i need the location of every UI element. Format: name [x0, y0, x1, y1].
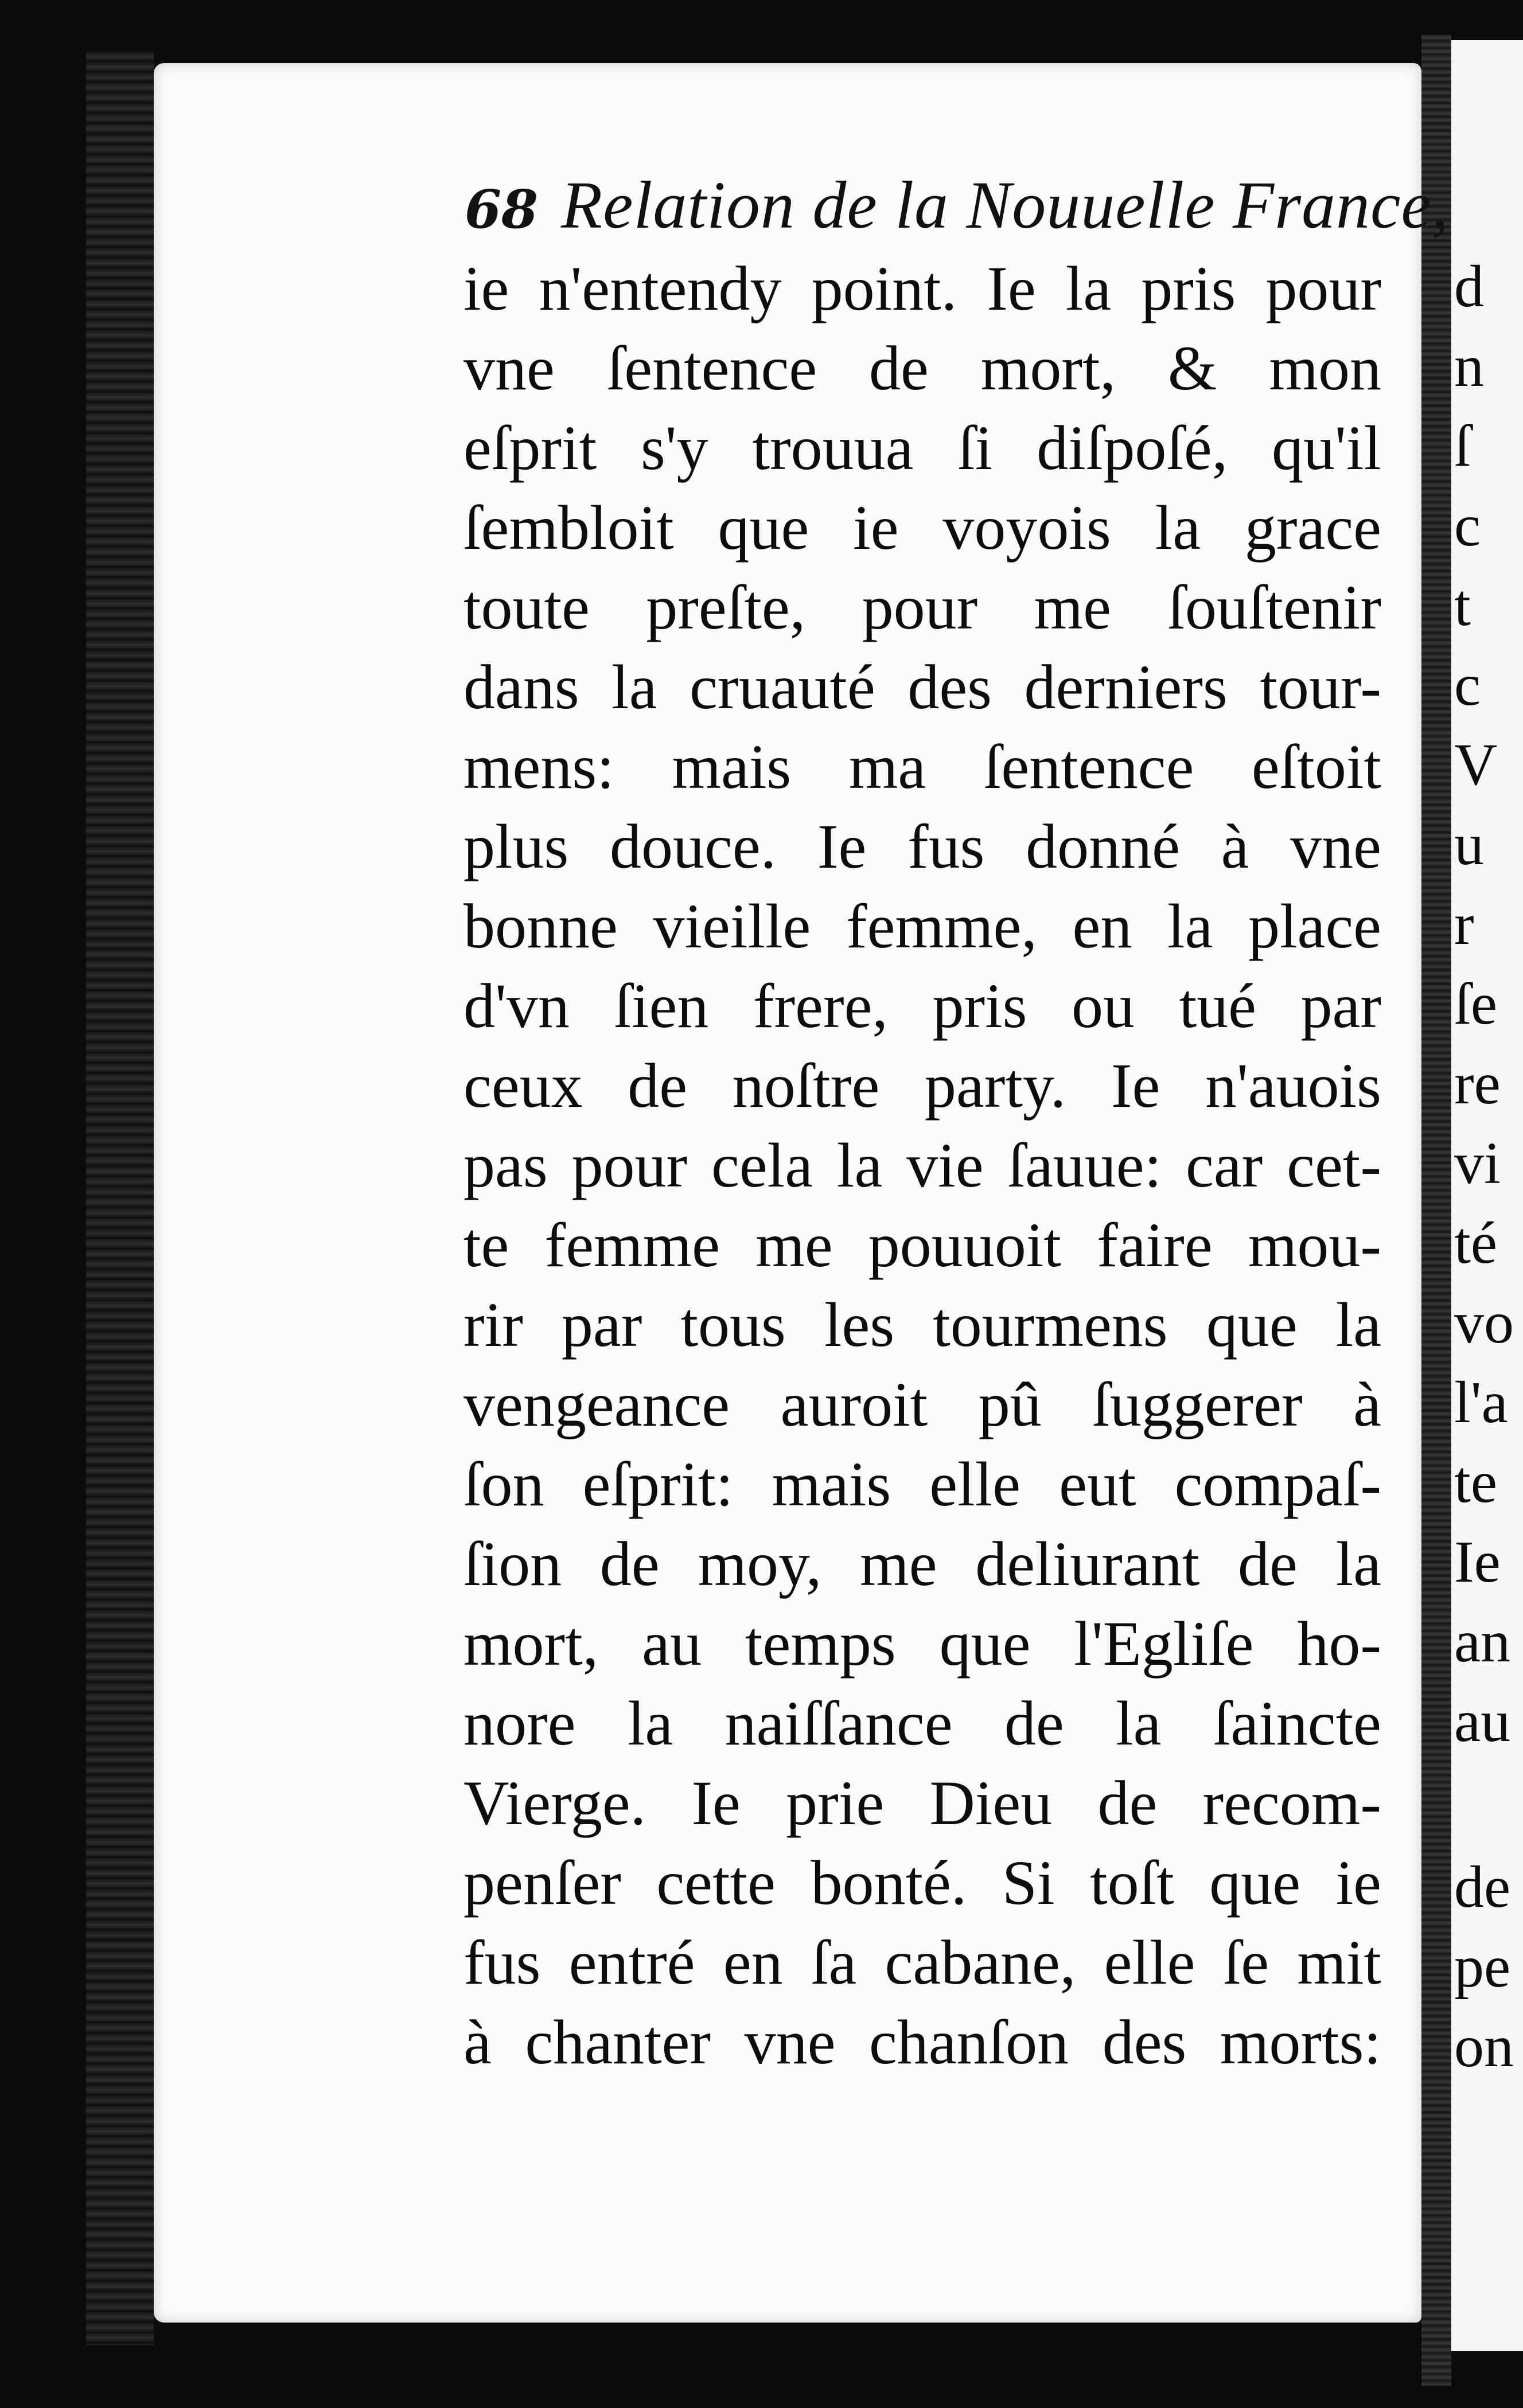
- text-line: nore la naiſſance de la ſaincte: [463, 1688, 1381, 1758]
- text-line: penſer cette bonté. Si toſt que ie: [463, 1848, 1381, 1918]
- adjacent-line: V: [1454, 732, 1498, 798]
- page-header: [465, 166, 1449, 252]
- text-line: à chanter vne chanſon des morts:: [463, 2007, 1381, 2077]
- adjacent-line: re: [1454, 1051, 1501, 1117]
- adjacent-line: t: [1454, 572, 1471, 638]
- left-page-edge: [86, 52, 154, 2345]
- adjacent-line: [1454, 1761, 1514, 1847]
- text-line: dans la cruauté des derniers tour-: [463, 652, 1381, 722]
- adjacent-page-text: [1454, 247, 1514, 2086]
- running-title: Relation de la Nouuelle France,: [561, 167, 1450, 243]
- text-line: ſembloit que ie voyois la grace: [463, 493, 1381, 563]
- text-line: ſion de moy, me deliurant de la: [463, 1529, 1381, 1599]
- adjacent-line: te: [1454, 1449, 1498, 1515]
- adjacent-line: an: [1454, 1609, 1511, 1675]
- adjacent-line: ſ: [1454, 413, 1471, 479]
- text-line: vengeance auroit pû ſuggerer à: [463, 1369, 1381, 1439]
- book-gutter: [1421, 34, 1451, 2386]
- adjacent-line: au: [1454, 1688, 1511, 1754]
- text-line: Vierge. Ie prie Dieu de recom-: [463, 1768, 1381, 1838]
- adjacent-line: c: [1454, 493, 1481, 559]
- text-line: vne ſentence de mort, & mon: [463, 333, 1381, 403]
- text-line: plus douce. Ie fus donné à vne: [463, 811, 1381, 881]
- adjacent-line: ſe: [1454, 971, 1498, 1037]
- text-line: bonne vieille femme, en la place: [463, 891, 1381, 961]
- adjacent-line: pe: [1454, 1934, 1511, 2000]
- text-line: fus entré en ſa cabane, elle ſe mit: [463, 1927, 1381, 1997]
- adjacent-line: c: [1454, 652, 1481, 718]
- adjacent-line: n: [1454, 333, 1484, 399]
- adjacent-line: Ie: [1454, 1529, 1501, 1595]
- page-number: 68: [465, 178, 539, 240]
- adjacent-line: r: [1454, 891, 1474, 957]
- body-text: [463, 249, 1381, 2082]
- adjacent-line: l'a: [1454, 1369, 1508, 1435]
- adjacent-line: on: [1454, 2013, 1514, 2079]
- text-line: mort, au temps que l'Egliſe ho-: [463, 1609, 1381, 1679]
- text-line: ſon eſprit: mais elle eut compaſ-: [463, 1449, 1381, 1519]
- adjacent-line: té: [1454, 1210, 1498, 1276]
- text-line: ceux de noſtre party. Ie n'auois: [463, 1051, 1381, 1121]
- text-line: rir par tous les tourmens que la: [463, 1290, 1381, 1360]
- text-line: ie n'entendy point. Ie la pris pour: [463, 253, 1381, 323]
- text-line: te femme me pouuoit faire mou-: [463, 1210, 1381, 1280]
- adjacent-line: de: [1454, 1854, 1511, 1920]
- adjacent-line: d: [1454, 253, 1484, 319]
- adjacent-line: vo: [1454, 1290, 1514, 1356]
- adjacent-line: vi: [1454, 1130, 1501, 1196]
- text-line: mens: mais ma ſentence eſtoit: [463, 732, 1381, 802]
- text-line: toute preſte, pour me ſouſtenir: [463, 572, 1381, 642]
- text-line: d'vn ſien frere, pris ou tué par: [463, 971, 1381, 1041]
- adjacent-line: u: [1454, 811, 1484, 877]
- text-line: eſprit s'y trouua ſi diſpoſé, qu'il: [463, 413, 1381, 483]
- text-line: pas pour cela la vie ſauue: car cet-: [463, 1130, 1381, 1200]
